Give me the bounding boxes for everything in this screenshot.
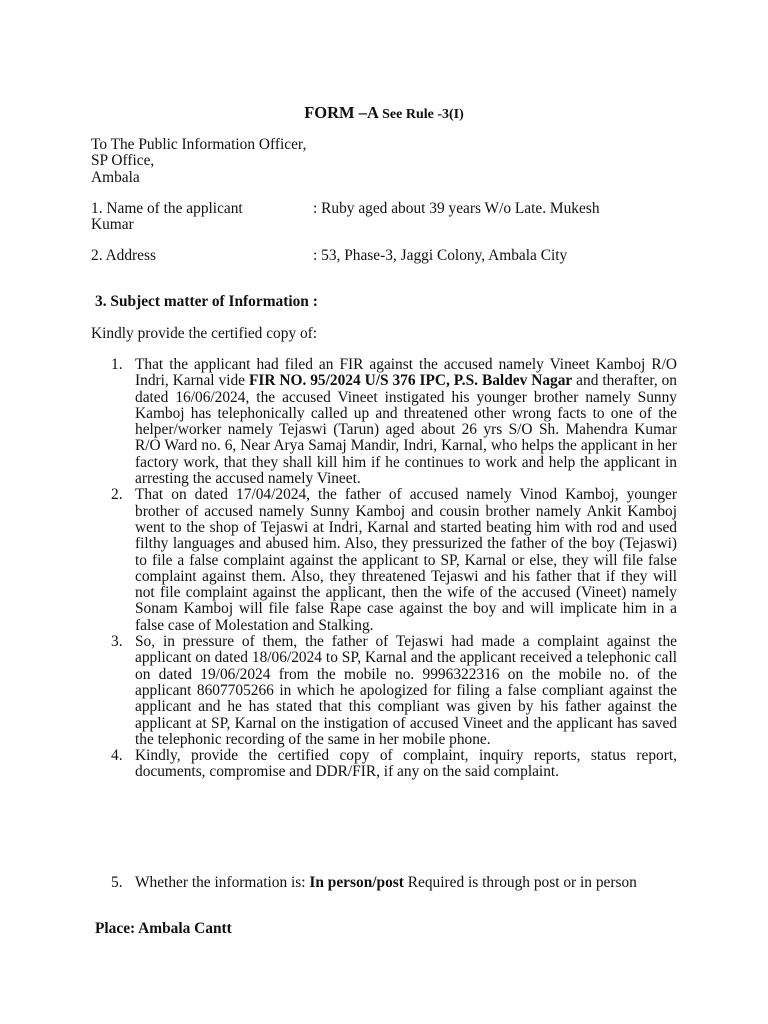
form-title-main: FORM –A	[304, 103, 383, 122]
list-item	[91, 634, 677, 748]
list-item	[91, 875, 677, 891]
information-list	[91, 357, 677, 781]
list-item-text: So, in pressure of them, the father of Tejaswi had made a complaint against the applicant on dated 18/06/2024 to SP, Karnal and the applicant received a telephonic call on dated 19/06/2024 from the mobile no. 9996322316 on the mobile no. of the applicant 8607705266 in which he apologized for filing a false compliant against the applicant and he has stated that this compliant was given by his father against the applicant at SP, Karnal on the instigation of accused Vineet and the applicant has saved the telephonic recording of the same in her mobile phone.	[135, 633, 677, 748]
applicant-name-value: : Ruby aged about 39 years W/o Late. Mukesh	[313, 200, 600, 217]
applicant-name-field	[91, 201, 691, 234]
form-title-rule: See Rule -3(I)	[382, 107, 464, 122]
list-item-text: Required is through post or in person	[403, 874, 637, 891]
subject-heading: 3. Subject matter of Information :	[95, 293, 318, 310]
applicant-name-label: 1. Name of the applicant	[91, 200, 243, 217]
delivery-mode-list	[91, 875, 677, 891]
list-item	[91, 748, 677, 781]
list-item-number: 1.	[111, 356, 123, 373]
list-item-text: That on dated 17/04/2024, the father of accused namely Vinod Kamboj, younger brother of accused namely Sunny Kamboj and cousin brother namely Ankit Kamboj went to the shop of Tejaswi at Indri, Karnal and started beating him with rod and used filthy languages and abused him. Also, they pressurized the father of the boy (Tejaswi) to file a false complaint against the applicant to SP, Karnal or else, they will file false complaint against them. Also, they threatened Tejaswi and his father that if they will not file complaint against the applicant, then the wife of the accused (Vineet) namely Sonam Kamboj will file false Rape case against the boy and will implicate him in a false case of Molestation and Stalking.	[135, 486, 677, 634]
list-item-number: 5.	[111, 874, 123, 891]
addressee-block	[91, 137, 306, 186]
address-value: : 53, Phase-3, Jaggi Colony, Ambala City	[313, 247, 568, 264]
list-item-number: 2.	[111, 486, 123, 504]
fir-reference: FIR NO. 95/2024 U/S 376 IPC, P.S. Baldev Nagar	[248, 372, 573, 390]
place-line: Place: Ambala Cantt	[95, 920, 232, 937]
list-item-text: and therafter, on dated 16/06/2024, the accused Vineet instigated his younger brother namely Sunny Kamboj has telephonically called up and threatened other wrong facts to one of the helper/worker namely Tejaswi (Tarun) aged about 26 yrs S/O Sh. Mahendra Kumar R/O Ward no. 6, Near Arya Samaj Mandir, Indri, Karnal, who helps the applicant in her factory work, that they shall kill him if he continues to work and help the applicant in arresting the accused namely Vineet.	[135, 372, 677, 488]
list-item-text: Kindly, provide the certified copy of complaint, inquiry reports, status report, documents, compromise and DDR/FIR, if any on the said complaint.	[135, 747, 677, 781]
list-item-text: That the applicant had filed an FIR against the accused namely Vineet Kamboj R/O Indri, Karnal vide	[135, 356, 677, 390]
addressee-line: Ambala	[91, 168, 140, 186]
list-item	[91, 357, 677, 487]
intro-text: Kindly provide the certified copy of:	[91, 325, 318, 342]
list-item-number: 4.	[111, 747, 123, 765]
list-item-text: Whether the information is:	[135, 874, 310, 891]
applicant-name-wrap: Kumar	[91, 216, 134, 234]
form-title	[0, 105, 768, 123]
delivery-mode: In person/post	[309, 874, 404, 891]
addressee-line: To The Public Information Officer,	[91, 136, 307, 153]
addressee-line: SP Office,	[91, 152, 155, 170]
list-item-number: 3.	[111, 633, 123, 651]
address-field	[91, 248, 691, 264]
address-label: 2. Address	[91, 247, 156, 264]
list-item	[91, 487, 677, 634]
